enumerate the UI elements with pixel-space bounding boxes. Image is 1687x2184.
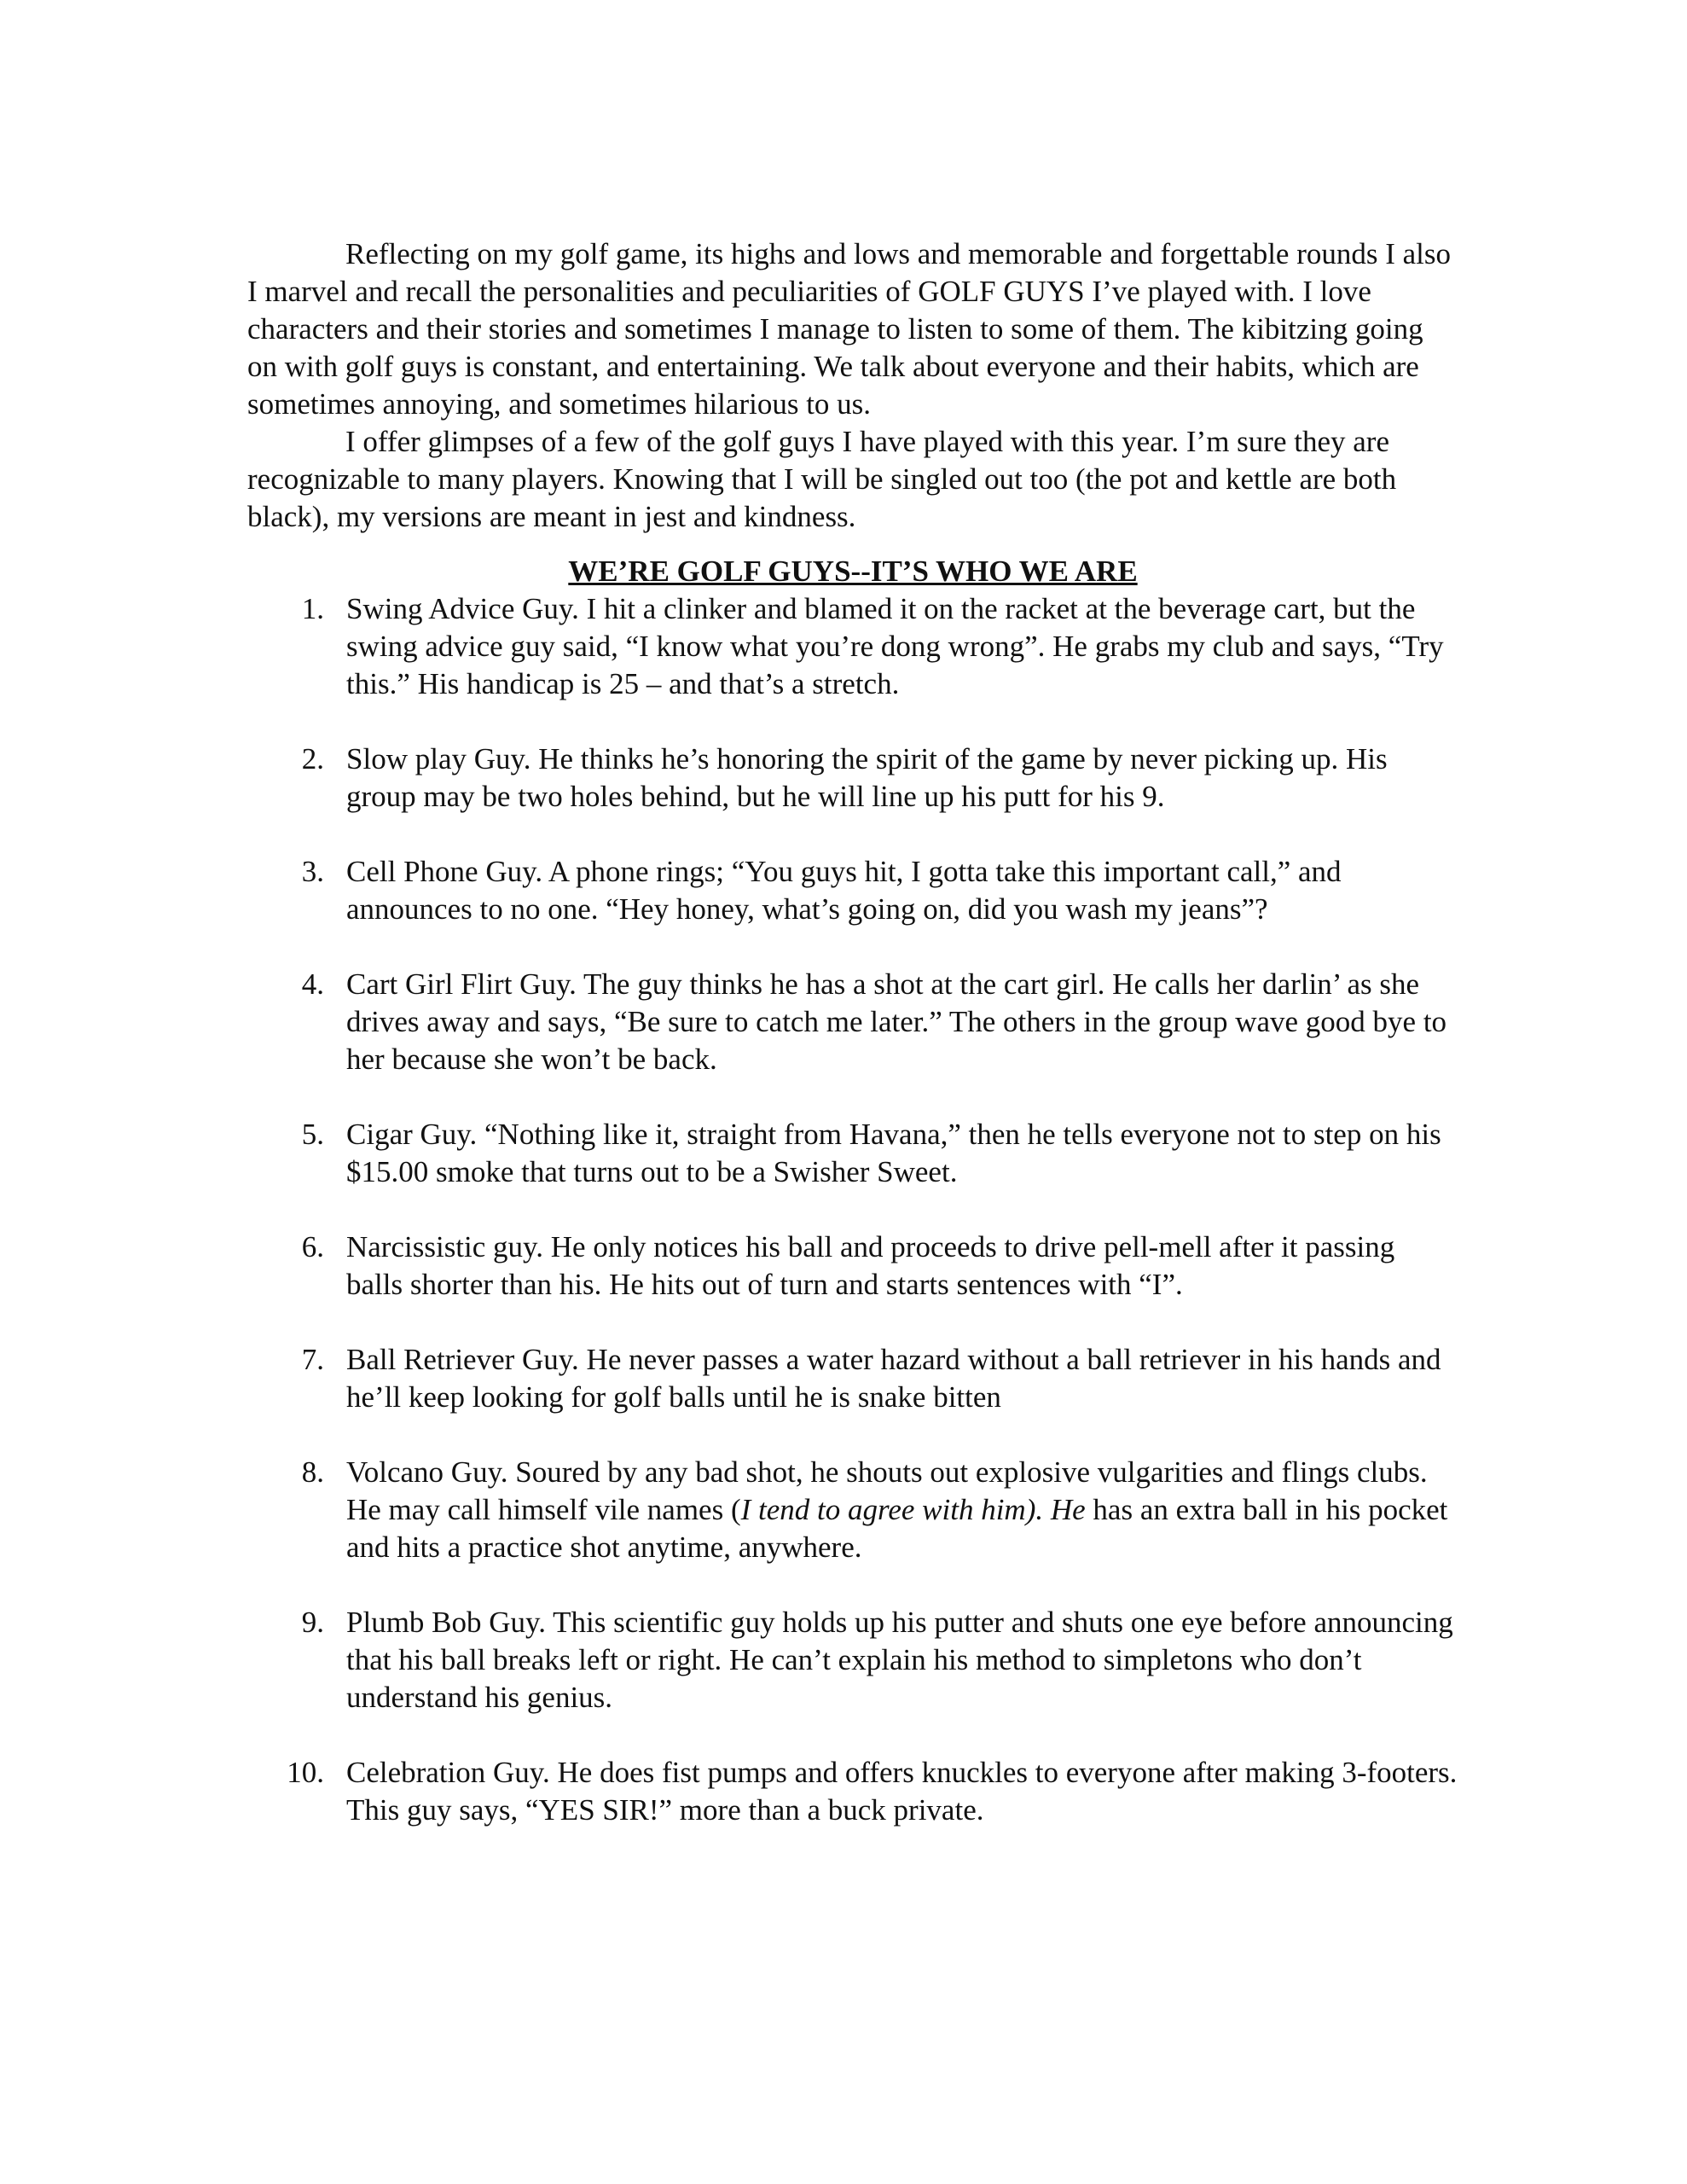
list-item-number: 7. [301,1343,324,1376]
list-item-number: 10. [287,1756,324,1789]
document-content [247,235,1458,1867]
list-item-text: Swing Advice Guy. I hit a clinker and blamed it on the racket at the beverage cart, but the swing advice guy said, “I know what you’re dong wrong”. He grabs my club and says, “Try this.” His handicap is 25 – and that’s a stretch. [346,592,1444,700]
list-item-number: 6. [301,1230,324,1263]
list-item-number: 3. [301,855,324,888]
section-heading: WE’RE GOLF GUYS--IT’S WHO WE ARE [568,555,1138,588]
list-item-number: 9. [301,1606,324,1639]
intro-paragraph: Reflecting on my golf game, its highs and lows and memorable and forgettable rounds I also I marvel and recall the personalities and peculiarities of GOLF GUYS I’ve played with. I love characters and their stories and sometimes I manage to listen to some of them. The kibitzing going on with golf guys is constant, and entertaining. We talk about everyone and their habits, which are sometimes annoying, and sometimes hilarious to us. [247,237,1452,421]
list-item [247,1228,1458,1304]
list-item-text: Narcissistic guy. He only notices his ball and proceeds to drive pell-mell after it passing balls shorter than his. He hits out of turn and starts sentences with “I”. [346,1230,1395,1301]
intro-paragraph: I offer glimpses of a few of the golf guys I have played with this year. I’m sure they are recognizable to many players. Knowing that I will be singled out too (the pot and kettle are both black), my versions are meant in jest and kindness. [247,425,1397,533]
list-item [247,1604,1458,1716]
list-item [247,966,1458,1078]
golf-guys-list [247,590,1458,1829]
list-item-italic-text: I tend to agree with him). He [740,1493,1086,1526]
list-item-text-part: Volcano Guy. Soured by any bad shot, he shouts out explosive vulgarities and flings clubs. He may call himself vile names ( [346,1455,1428,1526]
list-item-text: Celebration Guy. He does fist pumps and offers knuckles to everyone after making 3-footers. This guy says, “YES SIR!” more than a buck private. [346,1756,1458,1827]
list-item-text [346,1454,1458,1566]
list-item-text: Cigar Guy. “Nothing like it, straight from Havana,” then he tells everyone not to step on his $15.00 smoke that turns out to be a Swisher Sweet. [346,1118,1441,1188]
list-item [247,741,1458,816]
list-item-text: Slow play Guy. He thinks he’s honoring the spirit of the game by never picking up. His group may be two holes behind, but he will line up his putt for his 9. [346,742,1388,813]
list-item-text: Cart Girl Flirt Guy. The guy thinks he has a shot at the cart girl. He calls her darlin’ as she drives away and says, “Be sure to catch me later.” The others in the group wave good bye to her because she won’t be back. [346,967,1447,1076]
list-item-text: Plumb Bob Guy. This scientific guy holds up his putter and shuts one eye before announcing that his ball breaks left or right. He can’t explain his method to simpletons who don’t understand his genius. [346,1606,1453,1714]
list-item [247,1116,1458,1191]
list-item [247,1454,1458,1566]
list-item-number: 8. [301,1455,324,1489]
list-item [247,1341,1458,1416]
list-item [247,1754,1458,1829]
list-item-number: 1. [301,592,324,625]
list-item-number: 2. [301,742,324,775]
list-item-text: Cell Phone Guy. A phone rings; “You guys hit, I gotta take this important call,” and announces to no one. “Hey honey, what’s going on, did you wash my jeans”? [346,855,1342,926]
list-item-number: 5. [301,1118,324,1151]
list-item [247,590,1458,703]
list-item-number: 4. [301,967,324,1001]
list-item-text: Ball Retriever Guy. He never passes a water hazard without a ball retriever in his hands and he’ll keep looking for golf balls until he is snake bitten [346,1343,1441,1414]
list-item [247,853,1458,928]
list-item-text-part: has an extra ball in his pocket and hits a practice shot anytime, anywhere. [346,1493,1448,1564]
